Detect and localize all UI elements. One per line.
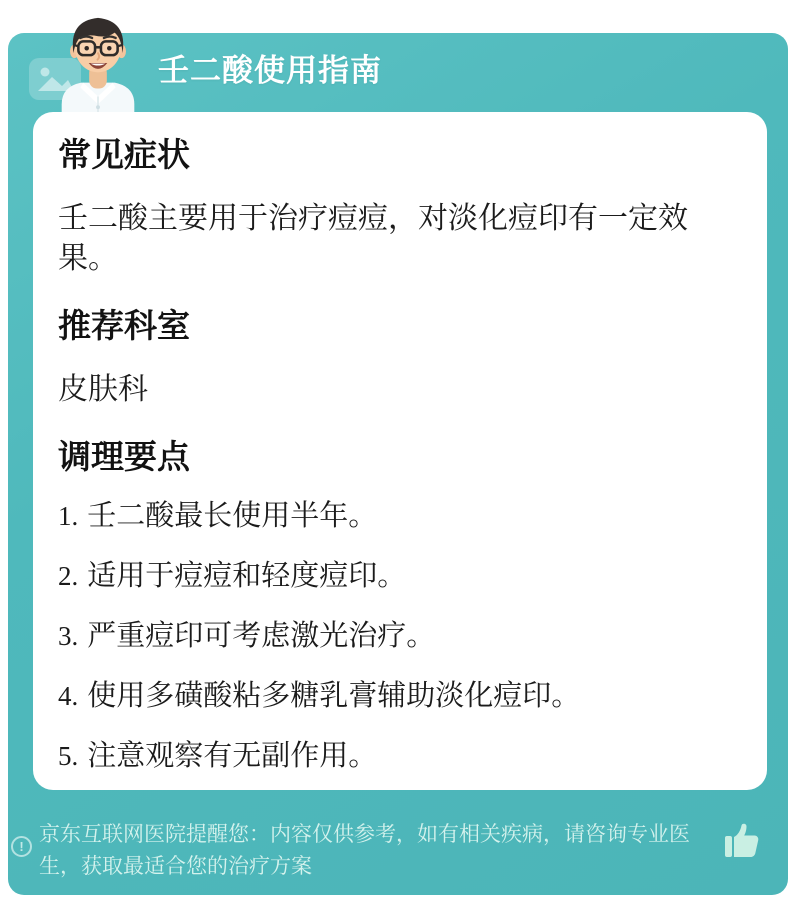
info-glyph: ! xyxy=(19,839,24,854)
thumbs-up-icon[interactable] xyxy=(722,822,762,860)
list-item xyxy=(58,679,742,713)
section-heading-keypoints: 调理要点 xyxy=(58,438,190,475)
doctor-avatar xyxy=(44,10,152,116)
list-item-text: 适用于痘痘和轻度痘印。 xyxy=(87,560,407,592)
section-heading-symptoms: 常见症状 xyxy=(58,136,190,173)
keypoints-list xyxy=(58,499,742,773)
list-item-number: 5. xyxy=(58,741,79,771)
list-item xyxy=(58,499,742,533)
disclaimer-footer xyxy=(8,790,788,895)
disclaimer-text: 京东互联网医院提醒您：内容仅供参考，如有相关疾病，请咨询专业医生，获取最适合您的治疗方案 xyxy=(39,823,690,878)
list-item xyxy=(58,559,742,593)
list-item-text: 注意观察有无副作用。 xyxy=(87,740,378,772)
list-item-number: 2. xyxy=(58,561,79,591)
list-item-text: 使用多磺酸粘多糖乳膏辅助淡化痘印。 xyxy=(87,680,581,712)
list-item-number: 3. xyxy=(58,621,79,651)
list-item-number: 1. xyxy=(58,501,79,531)
section-heading-department: 推荐科室 xyxy=(58,307,190,344)
list-item-text: 壬二酸最长使用半年。 xyxy=(87,500,378,532)
guide-title: 壬二酸使用指南 xyxy=(158,53,382,88)
list-item-number: 4. xyxy=(58,681,79,711)
list-item-text: 严重痘印可考虑激光治疗。 xyxy=(87,620,436,652)
guide-panel xyxy=(8,33,788,895)
department-text: 皮肤科 xyxy=(58,373,148,406)
content-card xyxy=(33,112,767,790)
info-icon xyxy=(11,836,32,857)
list-item xyxy=(58,739,742,773)
list-item xyxy=(58,619,742,653)
symptoms-text: 壬二酸主要用于治疗痘痘，对淡化痘印有一定效果。 xyxy=(58,202,688,275)
